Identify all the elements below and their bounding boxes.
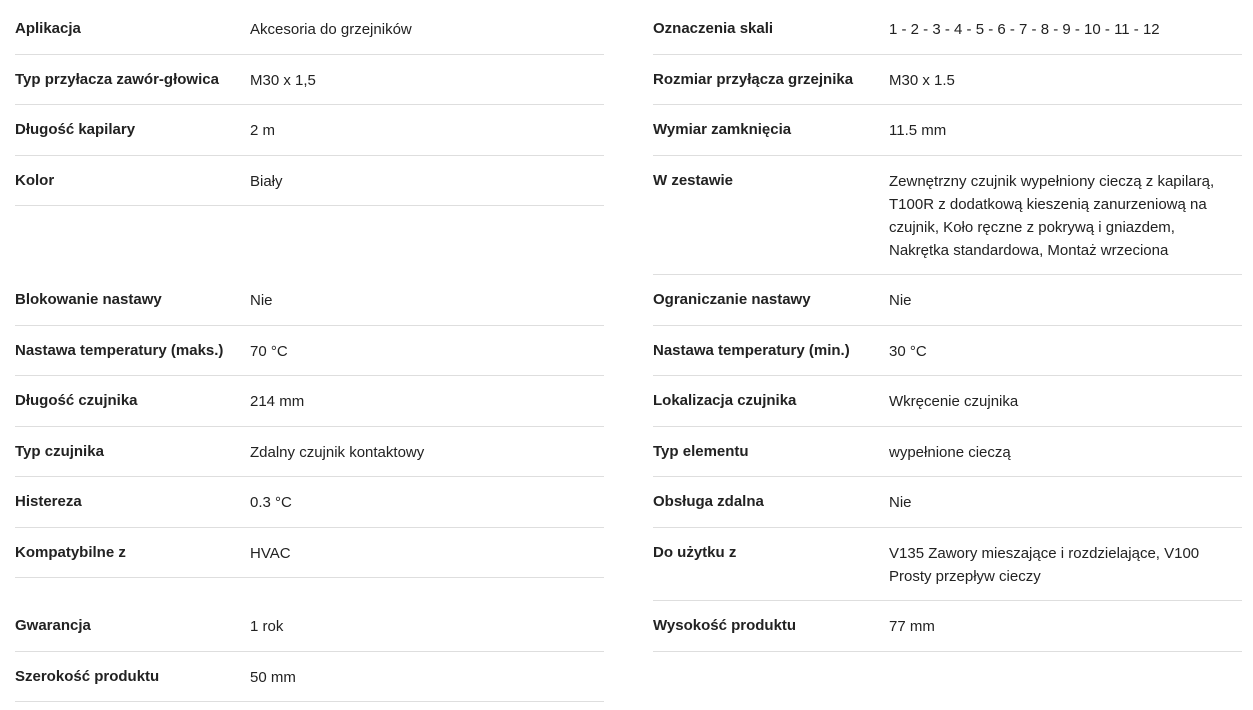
spec-row-kompatybilne [15, 528, 604, 578]
spec-label: Do użytku z [653, 544, 737, 561]
spec-value: wypełnione cieczą [889, 444, 1011, 461]
spec-row-gwarancja [15, 601, 604, 652]
spec-label: Szerokość produktu [15, 668, 160, 685]
spec-label: Lokalizacja czujnika [653, 392, 797, 409]
specs-table-left [15, 4, 604, 702]
spec-row-ograniczanie-nastawy [653, 275, 1242, 326]
spec-value: Zewnętrzny czujnik wypełniony cieczą z kapilarą, T100R z dodatkową kieszenią zanurzeniową na czujnik, Koło ręczne z pokrywą i gniazdem, Nakrętka standardowa, Montaż wrzeciona [889, 173, 1215, 259]
spec-label: Oznaczenia skali [653, 20, 774, 37]
spec-label: Typ elementu [653, 443, 749, 460]
spec-label: Obsługa zdalna [653, 493, 764, 510]
spec-value: 1 - 2 - 3 - 4 - 5 - 6 - 7 - 8 - 9 - 10 - 11 - 12 [889, 21, 1160, 38]
spec-value: 77 mm [889, 618, 935, 635]
spec-value: 70 °C [250, 343, 288, 360]
spec-row-nastawa-maks [15, 326, 604, 376]
spec-value: Zdalny czujnik kontaktowy [250, 444, 425, 461]
spec-value: 0.3 °C [250, 494, 292, 511]
spec-value: HVAC [250, 545, 291, 562]
spec-row-aplikacja [15, 4, 604, 55]
spec-row-typ-przylacza [15, 55, 604, 105]
spec-row-rozmiar-przylacza [653, 55, 1242, 105]
spec-row-oznaczenia-skali [653, 4, 1242, 55]
spec-label: Ograniczanie nastawy [653, 291, 811, 308]
specs-table-right [653, 4, 1242, 652]
spec-label: Wysokość produktu [653, 617, 797, 634]
spec-row-obsluga-zdalna [653, 477, 1242, 528]
spec-value: Akcesoria do grzejników [250, 21, 412, 38]
spec-label: Typ czujnika [15, 443, 104, 460]
spec-label: Nastawa temperatury (min.) [653, 342, 850, 359]
spec-row-nastawa-min [653, 326, 1242, 376]
spec-row-w-zestawie [653, 156, 1242, 275]
spec-row-szerokosc [15, 652, 604, 702]
spec-label: Nastawa temperatury (maks.) [15, 342, 224, 359]
row-spacer [15, 206, 604, 275]
spec-value: Wkręcenie czujnika [889, 393, 1019, 410]
spec-value: Biały [250, 173, 283, 190]
spec-label: W zestawie [653, 172, 734, 189]
spec-value: 2 m [250, 122, 276, 139]
spec-row-wysokosc [653, 601, 1242, 652]
spec-row-typ-elementu [653, 427, 1242, 477]
spec-value: Nie [250, 292, 273, 309]
spec-row-histereza [15, 477, 604, 528]
spec-value: M30 x 1.5 [889, 72, 955, 89]
spec-row-dlugosc-kapilary [15, 105, 604, 156]
spec-row-lokalizacja-czujnika [653, 376, 1242, 427]
spec-label: Kolor [15, 172, 55, 189]
spec-label: Wymiar zamknięcia [653, 121, 792, 138]
spec-value: 11.5 mm [889, 122, 947, 139]
spec-value: 50 mm [250, 669, 296, 686]
spec-label: Aplikacja [15, 20, 81, 37]
spec-label: Gwarancja [15, 617, 91, 634]
spec-value: 214 mm [250, 393, 305, 410]
spec-label: Blokowanie nastawy [15, 291, 162, 308]
spec-row-kolor [15, 156, 604, 206]
spec-row-dlugosc-czujnika [15, 376, 604, 427]
spec-label: Długość kapilary [15, 121, 136, 138]
spec-row-do-uzytku-z [653, 528, 1242, 601]
spec-value: V135 Zawory mieszające i rozdzielające, V100 Prosty przepływ cieczy [889, 545, 1200, 585]
spec-value: M30 x 1,5 [250, 72, 316, 89]
spec-value: 1 rok [250, 618, 284, 635]
spec-row-typ-czujnika [15, 427, 604, 477]
spec-label: Kompatybilne z [15, 544, 126, 561]
spec-label: Rozmiar przyłącza grzejnika [653, 71, 854, 88]
row-spacer [15, 578, 604, 601]
spec-value: 30 °C [889, 343, 927, 360]
spec-row-blokowanie-nastawy [15, 275, 604, 326]
spec-value: Nie [889, 494, 912, 511]
spec-label: Histereza [15, 493, 82, 510]
spec-value: Nie [889, 292, 912, 309]
spec-label: Typ przyłacza zawór-głowica [15, 71, 219, 88]
spec-label: Długość czujnika [15, 392, 138, 409]
spec-row-wymiar-zamkniecia [653, 105, 1242, 156]
